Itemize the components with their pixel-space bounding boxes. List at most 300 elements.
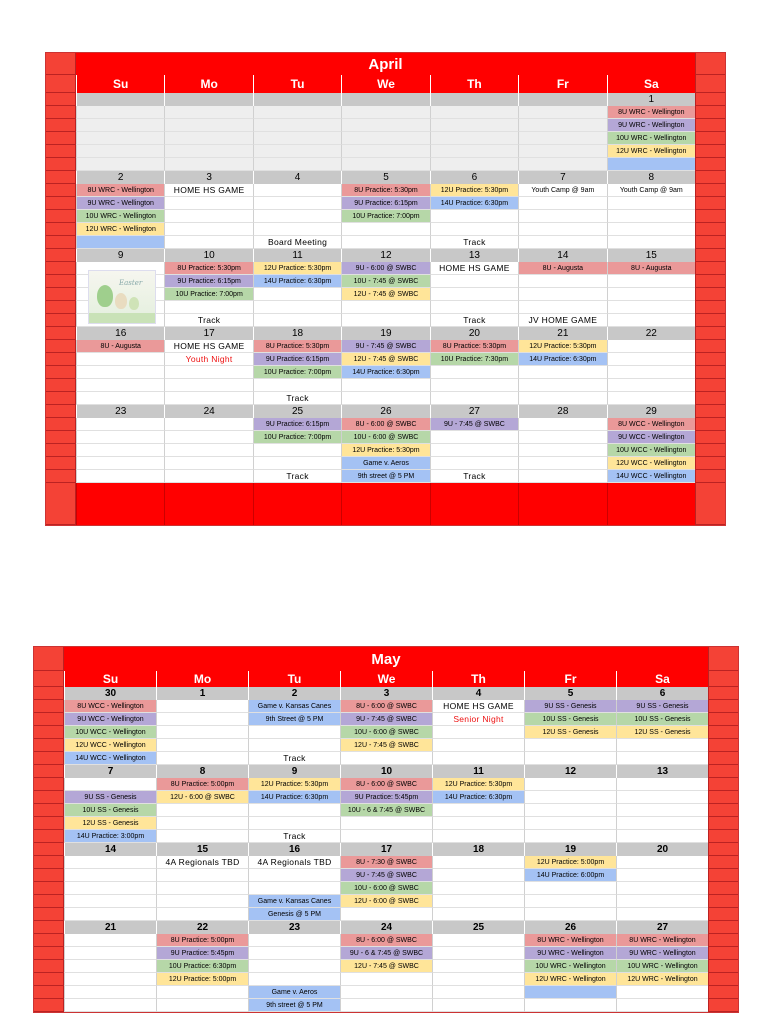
day-header: Th (430, 75, 518, 93)
date-number: 27 (430, 405, 518, 418)
side-cell (46, 249, 76, 262)
event-cell (607, 353, 695, 366)
date-number: 7 (518, 171, 606, 184)
date-number: 6 (430, 171, 518, 184)
day-header: Mo (156, 671, 248, 687)
event-cell (341, 106, 429, 119)
day-header: Th (432, 671, 524, 687)
event-cell (64, 908, 156, 921)
side-cell (708, 843, 738, 856)
event-cell (164, 197, 252, 210)
event-cell (340, 973, 432, 986)
event-cell: HOME HS GAME (164, 184, 252, 197)
event-cell: 8U WRC - Wellington (524, 934, 616, 947)
side-cell (46, 184, 76, 197)
event-cell: Game v. Kansas Canes (248, 700, 340, 713)
event-cell (524, 908, 616, 921)
event-cell: 14U WCC - Wellington (607, 470, 695, 483)
side-cell (695, 327, 725, 340)
event-cell: 10U - 6:00 @ SWBC (340, 882, 432, 895)
event-cell (253, 145, 341, 158)
day-header: Su (64, 671, 156, 687)
event-cell: 9U WRC - Wellington (616, 947, 708, 960)
event-cell (616, 804, 708, 817)
date-number: 1 (607, 93, 695, 106)
event-cell: 10U WRC - Wellington (76, 210, 164, 223)
side-cell (695, 119, 725, 132)
event-cell: 8U - Augusta (607, 262, 695, 275)
day-header: Mo (164, 75, 252, 93)
event-cell (248, 882, 340, 895)
event-cell (248, 869, 340, 882)
event-cell: 10U Practice: 7:00pm (253, 366, 341, 379)
footer-cell (76, 483, 164, 525)
event-cell: Board Meeting (253, 236, 341, 249)
footer-cell (430, 483, 518, 525)
side-cell (46, 275, 76, 288)
event-cell: 12U Practice: 5:30pm (518, 340, 606, 353)
side-cell (46, 327, 76, 340)
event-cell (76, 431, 164, 444)
side-cell (708, 700, 738, 713)
side-cell (46, 171, 76, 184)
date-number: 13 (616, 765, 708, 778)
event-cell (164, 223, 252, 236)
event-cell (518, 145, 606, 158)
event-cell: 9U SS - Genesis (524, 700, 616, 713)
event-cell (248, 817, 340, 830)
event-cell: 8U WRC - Wellington (607, 106, 695, 119)
side-cell (708, 713, 738, 726)
event-cell (432, 869, 524, 882)
event-cell (341, 236, 429, 249)
day-header: Sa (616, 671, 708, 687)
event-cell: 14U Practice: 6:30pm (341, 366, 429, 379)
event-cell (164, 470, 252, 483)
event-cell: Track (430, 314, 518, 327)
side-cell (695, 366, 725, 379)
event-cell: 8U Practice: 5:30pm (430, 340, 518, 353)
event-cell (253, 444, 341, 457)
event-cell (432, 726, 524, 739)
side-cell (46, 236, 76, 249)
side-cell (46, 353, 76, 366)
side-cell (34, 791, 64, 804)
date-number: 15 (607, 249, 695, 262)
side-cell (695, 340, 725, 353)
event-cell (253, 119, 341, 132)
side-cell (708, 934, 738, 947)
event-cell (432, 973, 524, 986)
date-number: 24 (164, 405, 252, 418)
event-cell: 10U WCC - Wellington (607, 444, 695, 457)
event-cell (616, 869, 708, 882)
event-cell: 8U WCC - Wellington (607, 418, 695, 431)
side-cell (34, 973, 64, 986)
event-cell (430, 132, 518, 145)
event-cell: 9U - 6:00 @ SWBC (341, 262, 429, 275)
event-cell (430, 145, 518, 158)
event-cell: 12U - 6:00 @ SWBC (156, 791, 248, 804)
footer-cell (607, 483, 695, 525)
event-cell: 12U - 7:45 @ SWBC (340, 739, 432, 752)
side-cell (708, 817, 738, 830)
event-cell (341, 314, 429, 327)
event-cell (341, 119, 429, 132)
side-cell (695, 223, 725, 236)
date-number: 29 (607, 405, 695, 418)
date-number: 22 (607, 327, 695, 340)
event-cell: 9U WRC - Wellington (524, 947, 616, 960)
date-number: 1 (156, 687, 248, 700)
event-cell: Youth Night (164, 353, 252, 366)
event-cell: 9U Practice: 6:15pm (253, 418, 341, 431)
event-cell: 8U - 6:00 @ SWBC (341, 418, 429, 431)
footer-cell (253, 483, 341, 525)
side-cell (708, 986, 738, 999)
date-number: 14 (518, 249, 606, 262)
event-cell (430, 392, 518, 405)
side-cell (695, 405, 725, 418)
event-cell (248, 947, 340, 960)
date-number: 16 (248, 843, 340, 856)
side-cell (708, 973, 738, 986)
event-cell: 12U Practice: 5:30pm (432, 778, 524, 791)
date-number: 13 (430, 249, 518, 262)
event-cell (340, 817, 432, 830)
date-number (341, 93, 429, 106)
event-cell: 9U Practice: 6:15pm (341, 197, 429, 210)
event-cell (76, 119, 164, 132)
date-number: 26 (341, 405, 429, 418)
event-cell (164, 132, 252, 145)
may-calendar (33, 646, 739, 1013)
footer-cell (518, 483, 606, 525)
event-cell (432, 752, 524, 765)
event-cell: 12U SS - Genesis (524, 726, 616, 739)
event-cell (253, 379, 341, 392)
event-cell (518, 457, 606, 470)
event-cell (430, 158, 518, 171)
event-cell (616, 778, 708, 791)
event-cell (340, 830, 432, 843)
event-cell (253, 457, 341, 470)
event-cell (156, 804, 248, 817)
event-cell (518, 119, 606, 132)
event-cell (430, 444, 518, 457)
side-cell (708, 999, 738, 1012)
event-cell: 10U WRC - Wellington (524, 960, 616, 973)
event-cell: Senior Night (432, 713, 524, 726)
side-cell (46, 457, 76, 470)
date-number (253, 93, 341, 106)
month-title: April (76, 53, 695, 75)
event-cell (156, 882, 248, 895)
event-cell (432, 947, 524, 960)
event-cell: Track (248, 752, 340, 765)
event-cell (524, 830, 616, 843)
event-cell (432, 999, 524, 1012)
side-cell (34, 986, 64, 999)
event-cell: 9U - 7:45 @ SWBC (341, 340, 429, 353)
event-cell (430, 223, 518, 236)
side-cell (695, 210, 725, 223)
side-cell (34, 999, 64, 1012)
event-cell: 12U - 7:45 @ SWBC (340, 960, 432, 973)
date-number: 23 (248, 921, 340, 934)
side-cell (46, 106, 76, 119)
event-cell: 10U Practice: 7:00pm (164, 288, 252, 301)
side-cell (708, 726, 738, 739)
date-number: 9 (76, 249, 164, 262)
event-cell (430, 119, 518, 132)
date-number: 11 (432, 765, 524, 778)
side-cell (46, 93, 76, 106)
date-number: 3 (164, 171, 252, 184)
event-cell (518, 158, 606, 171)
day-header: Sa (607, 75, 695, 93)
event-cell: JV HOME GAME (518, 314, 606, 327)
event-cell (616, 882, 708, 895)
date-number: 2 (248, 687, 340, 700)
date-number: 5 (524, 687, 616, 700)
event-cell (432, 986, 524, 999)
event-cell (518, 106, 606, 119)
event-cell: 14U Practice: 6:30pm (432, 791, 524, 804)
event-cell (430, 366, 518, 379)
event-cell (253, 288, 341, 301)
event-cell (76, 457, 164, 470)
side-cell (708, 804, 738, 817)
event-cell (156, 739, 248, 752)
event-cell (253, 158, 341, 171)
side-cell (46, 314, 76, 327)
date-number: 3 (340, 687, 432, 700)
date-number: 25 (253, 405, 341, 418)
event-cell: 10U WRC - Wellington (616, 960, 708, 973)
date-number: 21 (518, 327, 606, 340)
date-number: 25 (432, 921, 524, 934)
event-cell (248, 934, 340, 947)
event-cell (340, 752, 432, 765)
day-header: Tu (253, 75, 341, 93)
event-cell (156, 700, 248, 713)
day-header: Su (76, 75, 164, 93)
event-cell: 9U - 7:45 @ SWBC (340, 869, 432, 882)
event-cell (64, 973, 156, 986)
event-cell: 8U - Augusta (518, 262, 606, 275)
footer-cell (341, 483, 429, 525)
event-cell: 9U SS - Genesis (616, 700, 708, 713)
side-cell (46, 223, 76, 236)
event-cell (518, 366, 606, 379)
side-cell (34, 921, 64, 934)
side-cell (46, 119, 76, 132)
event-cell (607, 197, 695, 210)
side-cell (34, 843, 64, 856)
event-cell: 9U Practice: 5:45pm (340, 791, 432, 804)
event-cell (518, 444, 606, 457)
event-cell (432, 934, 524, 947)
event-cell (76, 106, 164, 119)
event-cell: HOME HS GAME (164, 340, 252, 353)
event-cell: 10U SS - Genesis (524, 713, 616, 726)
side-cell (46, 470, 76, 483)
event-cell: Youth Camp @ 9am (518, 184, 606, 197)
event-cell: Game v. Kansas Canes (248, 895, 340, 908)
event-cell (607, 340, 695, 353)
date-number (76, 93, 164, 106)
event-cell (432, 960, 524, 973)
event-cell (76, 366, 164, 379)
date-number: 10 (340, 765, 432, 778)
event-cell (518, 431, 606, 444)
date-number: 9 (248, 765, 340, 778)
event-cell: Track (253, 470, 341, 483)
date-number: 6 (616, 687, 708, 700)
event-cell (76, 132, 164, 145)
event-cell: 10U SS - Genesis (64, 804, 156, 817)
side-cell (46, 340, 76, 353)
event-cell (64, 999, 156, 1012)
side-cell (708, 856, 738, 869)
side-cell (46, 431, 76, 444)
date-number: 11 (253, 249, 341, 262)
event-cell (432, 895, 524, 908)
event-cell (524, 752, 616, 765)
event-cell: 12U WRC - Wellington (607, 145, 695, 158)
date-number: 4 (253, 171, 341, 184)
event-cell (616, 739, 708, 752)
side-cell (46, 75, 76, 93)
event-cell (524, 882, 616, 895)
side-cell (695, 53, 725, 75)
date-number: 18 (432, 843, 524, 856)
event-cell (616, 791, 708, 804)
side-cell (46, 288, 76, 301)
side-cell (708, 791, 738, 804)
event-cell (341, 132, 429, 145)
side-cell (46, 53, 76, 75)
side-cell (34, 752, 64, 765)
event-cell: 10U - 7:45 @ SWBC (341, 275, 429, 288)
date-number: 19 (341, 327, 429, 340)
event-cell (341, 379, 429, 392)
event-cell: Youth Camp @ 9am (607, 184, 695, 197)
event-cell: 10U - 6:00 @ SWBC (340, 726, 432, 739)
event-cell (616, 895, 708, 908)
side-cell (46, 418, 76, 431)
event-cell: Track (253, 392, 341, 405)
event-cell (76, 470, 164, 483)
side-cell (34, 947, 64, 960)
side-cell (34, 869, 64, 882)
event-cell: 10U WRC - Wellington (607, 132, 695, 145)
side-cell (695, 314, 725, 327)
event-cell (430, 288, 518, 301)
event-cell (164, 210, 252, 223)
side-cell (695, 236, 725, 249)
side-cell (695, 145, 725, 158)
event-cell: 9U Practice: 6:15pm (253, 353, 341, 366)
side-cell (708, 882, 738, 895)
event-cell: 12U SS - Genesis (64, 817, 156, 830)
side-cell (34, 647, 64, 671)
event-cell: 4A Regionals TBD (248, 856, 340, 869)
date-number: 17 (164, 327, 252, 340)
event-cell (164, 158, 252, 171)
event-cell (607, 210, 695, 223)
event-cell: 12U - 6:00 @ SWBC (340, 895, 432, 908)
event-cell: Genesis @ 5 PM (248, 908, 340, 921)
event-cell (164, 457, 252, 470)
day-header: We (340, 671, 432, 687)
event-cell (432, 817, 524, 830)
side-cell (695, 132, 725, 145)
side-cell (46, 262, 76, 275)
event-cell (607, 236, 695, 249)
side-cell (695, 93, 725, 106)
event-cell: HOME HS GAME (432, 700, 524, 713)
side-cell (34, 713, 64, 726)
event-cell (156, 986, 248, 999)
event-cell (430, 106, 518, 119)
event-cell (64, 947, 156, 960)
event-cell (340, 986, 432, 999)
event-cell (64, 934, 156, 947)
event-cell (616, 830, 708, 843)
event-cell (64, 960, 156, 973)
event-cell (76, 379, 164, 392)
footer-cell (164, 483, 252, 525)
side-cell (695, 353, 725, 366)
side-cell (34, 700, 64, 713)
event-cell (248, 960, 340, 973)
side-cell (695, 444, 725, 457)
event-cell (607, 379, 695, 392)
event-cell (164, 119, 252, 132)
event-cell (164, 392, 252, 405)
side-cell (46, 444, 76, 457)
event-cell: 10U - 6 & 7:45 @ SWBC (340, 804, 432, 817)
side-cell (46, 210, 76, 223)
event-cell: 9U Practice: 5:45pm (156, 947, 248, 960)
side-cell (46, 483, 76, 525)
easter-image: Easter (88, 270, 156, 324)
date-number: 19 (524, 843, 616, 856)
date-number: 4 (432, 687, 524, 700)
event-cell: 9th street @ 5 PM (341, 470, 429, 483)
event-cell (164, 431, 252, 444)
date-number: 7 (64, 765, 156, 778)
date-number: 17 (340, 843, 432, 856)
event-cell: 10U Practice: 7:30pm (430, 353, 518, 366)
event-cell (607, 301, 695, 314)
date-number: 20 (430, 327, 518, 340)
event-cell: 8U WRC - Wellington (76, 184, 164, 197)
side-cell (34, 778, 64, 791)
side-cell (46, 392, 76, 405)
event-cell: 12U - 7:45 @ SWBC (341, 288, 429, 301)
event-cell (607, 392, 695, 405)
date-number: 15 (156, 843, 248, 856)
date-number: 24 (340, 921, 432, 934)
event-cell (340, 999, 432, 1012)
day-header: Fr (518, 75, 606, 93)
date-number: 23 (76, 405, 164, 418)
date-number (430, 93, 518, 106)
event-cell (64, 869, 156, 882)
